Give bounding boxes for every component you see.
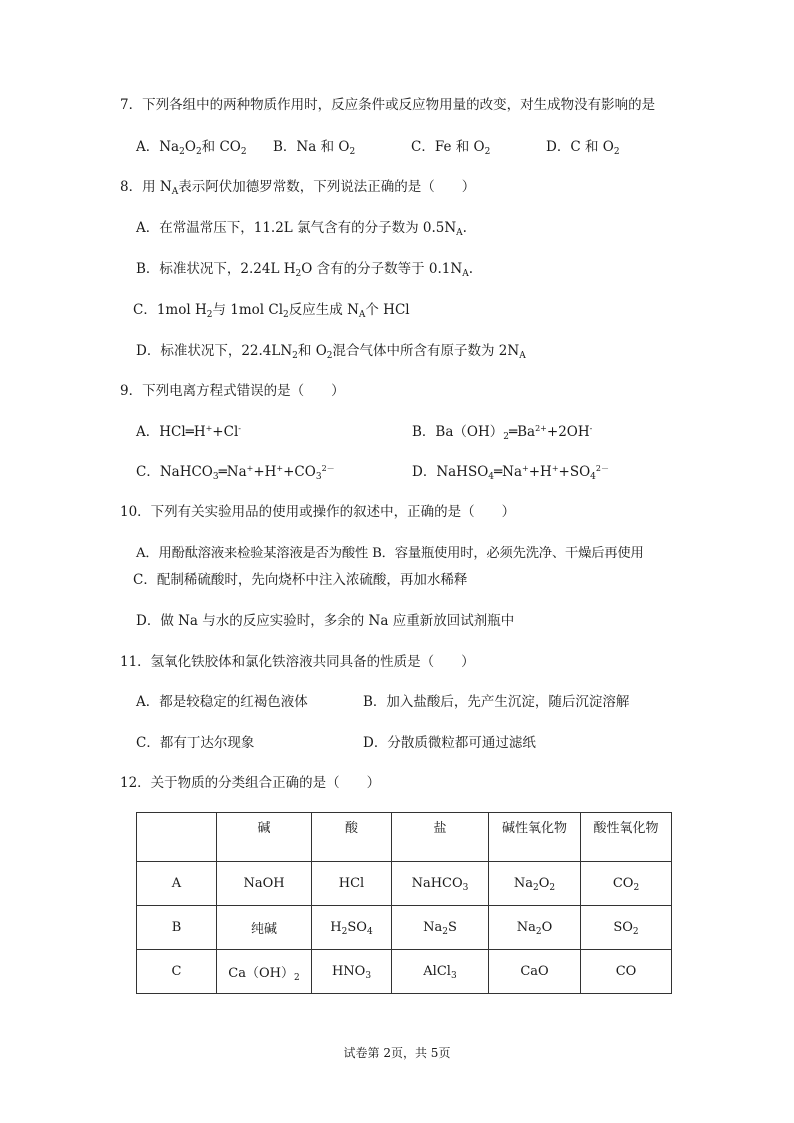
table-cell: $Na_2S$ — [392, 906, 489, 950]
q10-option-d: D．做 Na 与水的反应实验时，多余的 Na 应重新放回试剂瓶中 — [136, 613, 515, 629]
table-row — [137, 906, 672, 950]
table-cell: NaOH — [217, 862, 312, 906]
q7-option-c: C．Fe 和 $O_2$ — [411, 139, 491, 157]
table-cell: $SO_2$ — [581, 906, 672, 950]
q9-stem: 9．下列电离方程式错误的是（ ） — [120, 383, 345, 399]
q12-stem: 12．关于物质的分类组合正确的是（ ） — [120, 775, 381, 791]
header-cell: 盐 — [392, 813, 489, 862]
q9-option-d: D．$NaHSO_4═Na^++H^++SO_4^{2-}$ — [412, 464, 609, 482]
classification-table — [136, 812, 672, 994]
q10-option-c: C．配制稀硫酸时，先向烧杯中注入浓硫酸，再加水稀释 — [133, 572, 468, 588]
q7-option-b: B．Na 和 $O_2$ — [273, 139, 356, 157]
q8-option-a: A．在常温常压下，11.2L 氯气含有的分子数为 $0.5N_A$. — [136, 220, 467, 238]
page-footer: 试卷第 2页，共 5页 — [343, 1046, 451, 1060]
q8-option-c: C．1mol $H_2$与 1mol $Cl_2$反应生成 $N_A$个 HCl — [133, 302, 410, 320]
q10-option-ab: A．用酚酞溶液来检验某溶液是否为酸性 B．容量瓶使用时，必须先洗净、干燥后再使用 — [136, 546, 644, 561]
q9-option-a: A．HCl═H++Cl- — [136, 424, 241, 440]
table-cell: CO — [581, 950, 672, 994]
q11-option-a: A．都是较稳定的红褐色液体 — [136, 694, 308, 710]
table-cell: 纯碱 — [217, 906, 312, 950]
table-cell: NaHCO$_3$ — [392, 862, 489, 906]
table-cell: CaO — [489, 950, 581, 994]
header-cell: 酸 — [312, 813, 392, 862]
table-cell: AlCl$_3$ — [392, 950, 489, 994]
q7-option-a: A．$Na_2O_2$和 $CO_2$ — [136, 139, 247, 157]
table-cell: HCl — [312, 862, 392, 906]
table-cell: $Na_2O_2$ — [489, 862, 581, 906]
q7-stem: 7．下列各组中的两种物质作用时，反应条件或反应物用量的改变，对生成物没有影响的是 — [120, 97, 656, 113]
q11-option-d: D．分散质微粒都可通过滤纸 — [363, 735, 536, 751]
table-cell: $HNO_3$ — [312, 950, 392, 994]
q10-stem: 10．下列有关实验用品的使用或操作的叙述中，正确的是（ ） — [120, 504, 516, 520]
q8-option-d: D．标准状况下，$22.4LN_2$和 $O_2$混合气体中所含有原子数为 $2N_A$ — [136, 343, 526, 361]
header-cell: 碱性氧化物 — [489, 813, 581, 862]
header-cell: 碱 — [217, 813, 312, 862]
q8-stem: 8．用 $N_A$表示阿伏加德罗常数，下列说法正确的是（ ） — [120, 179, 476, 197]
header-cell — [137, 813, 217, 862]
table-cell: $H_2SO_4$ — [312, 906, 392, 950]
row-label: A — [137, 862, 217, 906]
q11-stem: 11．氢氧化铁胶体和氯化铁溶液共同具备的性质是（ ） — [120, 654, 475, 670]
table-row — [137, 950, 672, 994]
q9-option-c: C．$NaHCO_3═Na^++H^++CO_3^{2-}$ — [136, 464, 335, 482]
row-label: C — [137, 950, 217, 994]
table-header-row — [137, 813, 672, 862]
q11-option-c: C．都有丁达尔现象 — [136, 735, 255, 751]
table-cell: $CO_2$ — [581, 862, 672, 906]
q9-option-b: B．$Ba(OH)_2═Ba^{2+}+2OH^-$ — [412, 424, 593, 442]
table-cell: $Na_2O$ — [489, 906, 581, 950]
q8-option-b: B．标准状况下，2.24L $H_2O$ 含有的分子数等于 $0.1N_A$. — [136, 261, 473, 279]
table-cell: $Ca(OH)_2$ — [217, 950, 312, 994]
q7-option-d: D．C 和 $O_2$ — [546, 139, 620, 157]
row-label: B — [137, 906, 217, 950]
header-cell: 酸性氧化物 — [581, 813, 672, 862]
table-row — [137, 862, 672, 906]
q11-option-b: B．加入盐酸后，先产生沉淀，随后沉淀溶解 — [363, 694, 630, 710]
